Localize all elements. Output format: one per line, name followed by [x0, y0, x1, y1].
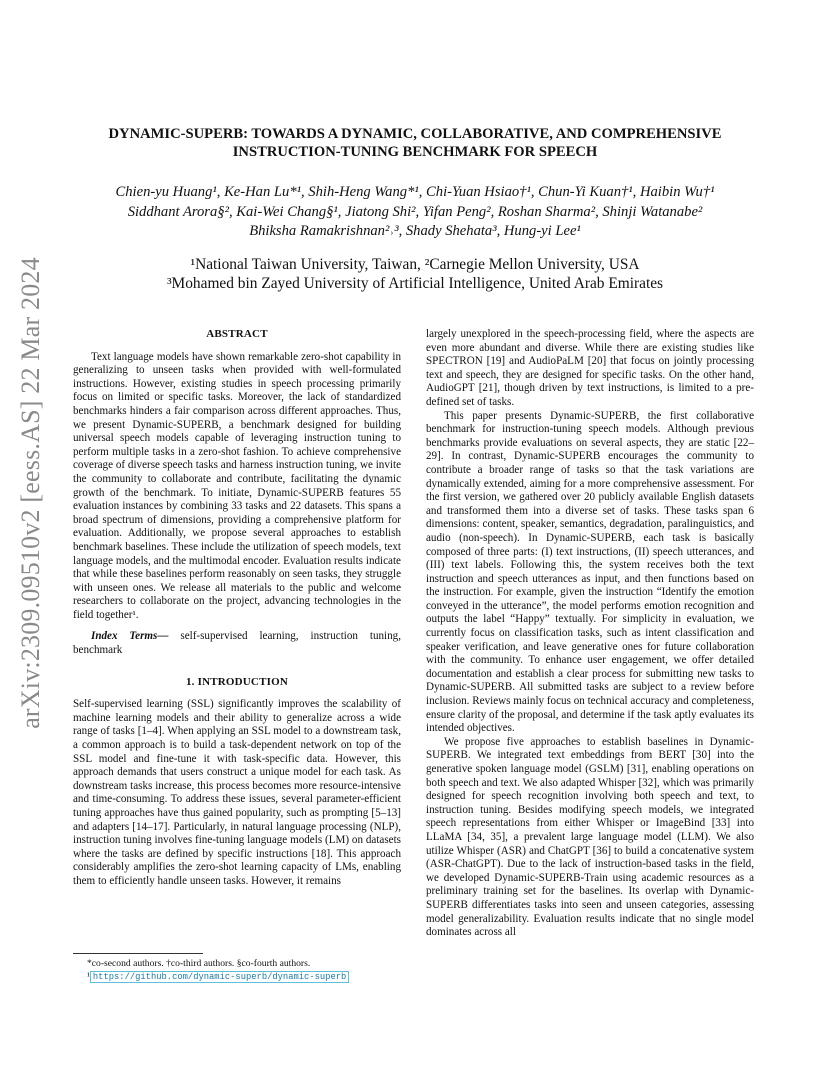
intro-heading: 1. INTRODUCTION	[185, 675, 288, 688]
right-paragraph-1: largely unexplored in the speech-processing field, where the aspects are even more abundant and diverse. While there are existing studies like SPECTRON [19] and AudioPaLM [20] that focus on jointly processing text and speech, they are designed for specific tasks. On the other hand, AudioGPT [21], though driven by text instructions, is limited to a pre-defined set of tasks.	[426, 328, 754, 408]
affiliation-line-1: ¹National Taiwan University, Taiwan, ²Carnegie Mellon University, USA	[190, 256, 640, 273]
footnote-authors: *co-second authors. †co-third authors. §co-fourth authors.	[87, 958, 311, 969]
index-terms	[73, 630, 401, 657]
affiliation-line-2: ³Mohamed bin Zayed University of Artificial Intelligence, United Arab Emirates	[166, 275, 664, 292]
paper-title	[70, 125, 760, 161]
abstract-heading: ABSTRACT	[206, 328, 268, 340]
left-column	[73, 328, 401, 889]
footnotes	[73, 953, 401, 984]
intro-paragraph-1: Self-supervised learning (SSL) significantly improves the scalability of machine learning models and their ability to generalize across a wide range of tasks [1–4]. When applying an SSL model to a downstream task, a common approach is to build a task-dependent network on top of the SSL model and fine-tune it with task-specific data. However, this approach demands that users construct a unique model for each task. As downstream tasks increase, this process becomes more resource-intensive and time-consuming. To address these issues, several parameter-efficient tuning approaches have thus gained popularity, such as prompting [5–13] and adapters [14–17]. Particularly, in natural language processing (NLP), instruction tuning involves fine-tuning language models (LM) on datasets where the tasks are defined by specific instructions [18]. This approach considerably amplifies the zero-shot learning capacity of LMs, enabling them to efficiently handle unseen tasks. However, it remains	[73, 698, 401, 887]
github-link[interactable]: https://github.com/dynamic-superb/dynamic-superb	[90, 971, 349, 983]
title-line-2: INSTRUCTION-TUNING BENCHMARK FOR SPEECH	[232, 144, 598, 160]
authors-line-3: Bhiksha Ramakrishnan²˒³, Shady Shehata³, Hung-yi Lee¹	[249, 223, 581, 239]
right-column	[426, 328, 754, 940]
arxiv-stamp	[8, 238, 54, 748]
footnote-rule	[73, 953, 203, 954]
index-terms-text: self-supervised learning, instruction tuning, benchmark	[73, 630, 401, 657]
footnote-url-line	[73, 970, 401, 984]
authors-line-2: Siddhant Arora§², Kai-Wei Chang§¹, Jiatong Shi², Yifan Peng², Roshan Sharma², Shinji Watanabe²	[127, 203, 703, 220]
arxiv-stamp-text: arXiv:2309.09510v2 [eess.AS] 22 Mar 2024	[16, 257, 46, 729]
index-terms-label: Index Terms—	[91, 630, 169, 643]
right-paragraph-2: This paper presents Dynamic-SUPERB, the first collaborative benchmark for instruction-tuning speech models. Although previous benchmarks provide evaluations on several aspects, they are static [22–29]. In contrast, Dynamic-SUPERB encourages the community to contribute a broader range of tasks so that the task variations are dynamically extended, aiming for a more comprehensive assessment. For the first version, we gathered over 20 publicly available English datasets and transformed them into a diverse set of tasks. These tasks span 6 dimensions: content, speaker, semantics, degradation, paralinguistics, and audio (non-speech). In Dynamic-SUPERB, each task is basically composed of three parts: (I) text instructions, (II) speech utterances, and (III) text labels. Following this, the system receives both the text instruction and speech utterances as input, and then functions based on the instruction. For example, given the instruction “Identify the emotion conveyed in the utterance”, the model performs emotion recognition and outputs the label “Happy” textually. For simplicity in evaluation, we currently focus on classification tasks, such as intent classification and speaker verification, and leave generative ones for future collaboration with the community. To enhance user engagement, we offer detailed documentation and establish a clear process for submitting new tasks to Dynamic-SUPERB. All submitted tasks are subject to a review before inclusion. Reviews mainly focus on technical accuracy and completeness, ensure clarity of the proposal, and determine if the task aptly evaluates its intended objectives.	[426, 409, 754, 735]
abstract-text: Text language models have shown remarkable zero-shot capability in generalizing to unseen tasks when provided with well-formulated instructions. However, existing studies in speech processing primarily focus on limited or specific tasks. Moreover, the lack of standardized benchmarks hinders a fair comparison across different approaches. Thus, we present Dynamic-SUPERB, a benchmark designed for building universal speech models capable of leveraging instruction tuning to perform multiple tasks in a zero-shot fashion. To achieve comprehensive coverage of diverse speech tasks and harness instruction tuning, we invite the community to collaborate and contribute, facilitating the dynamic growth of the benchmark. To initiate, Dynamic-SUPERB features 55 evaluation instances by combining 33 tasks and 22 datasets. This spans a broad spectrum of dimensions, providing a comprehensive platform for evaluation. Additionally, we propose several approaches to establish benchmark baselines. These include the utilization of speech models, text language models, and the multimodal encoder. Evaluation results indicate that while these baselines perform reasonably on seen tasks, they struggle with unseen ones. We release all materials to the public and welcome researchers to collaborate on the project, advancing technologies in the field together¹.	[73, 350, 401, 621]
affiliations	[70, 255, 760, 293]
right-paragraph-3: We propose five approaches to establish baselines in Dynamic-SUPERB. We integrated text embeddings from BERT [30] into the generative spoken language model (GSLM) [31], enabling operations on both speech and text. We also adapted Whisper [32], which was primarily designed for speech recognition involving both speech and text, to instruction tuning. Besides modifying speech models, we integrated speech representations from either Whisper or ImageBind [33] into LLaMA [34, 35], a prevalent large language model (LLM). We also utilize Whisper (ASR) and ChatGPT [36] to build a concatenative system (ASR-ChatGPT). Due to the lack of instruction-based tasks in the field, we developed Dynamic-SUPERB-Train using academic resources as a preliminary training set for the baselines. Its overlap with Dynamic-SUPERB differentiates tasks into seen and unseen categories, assessing model generalizability. Evaluation results indicate that no single model dominates across all	[426, 735, 754, 939]
authors-line-1: Chien-yu Huang¹, Ke-Han Lu*¹, Shih-Heng Wang*¹, Chi-Yuan Hsiao†¹, Chun-Yi Kuan†¹, Haibin Wu†¹	[115, 184, 715, 200]
footnote-mark: ¹	[87, 971, 90, 982]
author-list	[70, 183, 760, 242]
title-line-1: DYNAMIC-SUPERB: TOWARDS A DYNAMIC, COLLABORATIVE, AND COMPREHENSIVE	[108, 126, 722, 142]
